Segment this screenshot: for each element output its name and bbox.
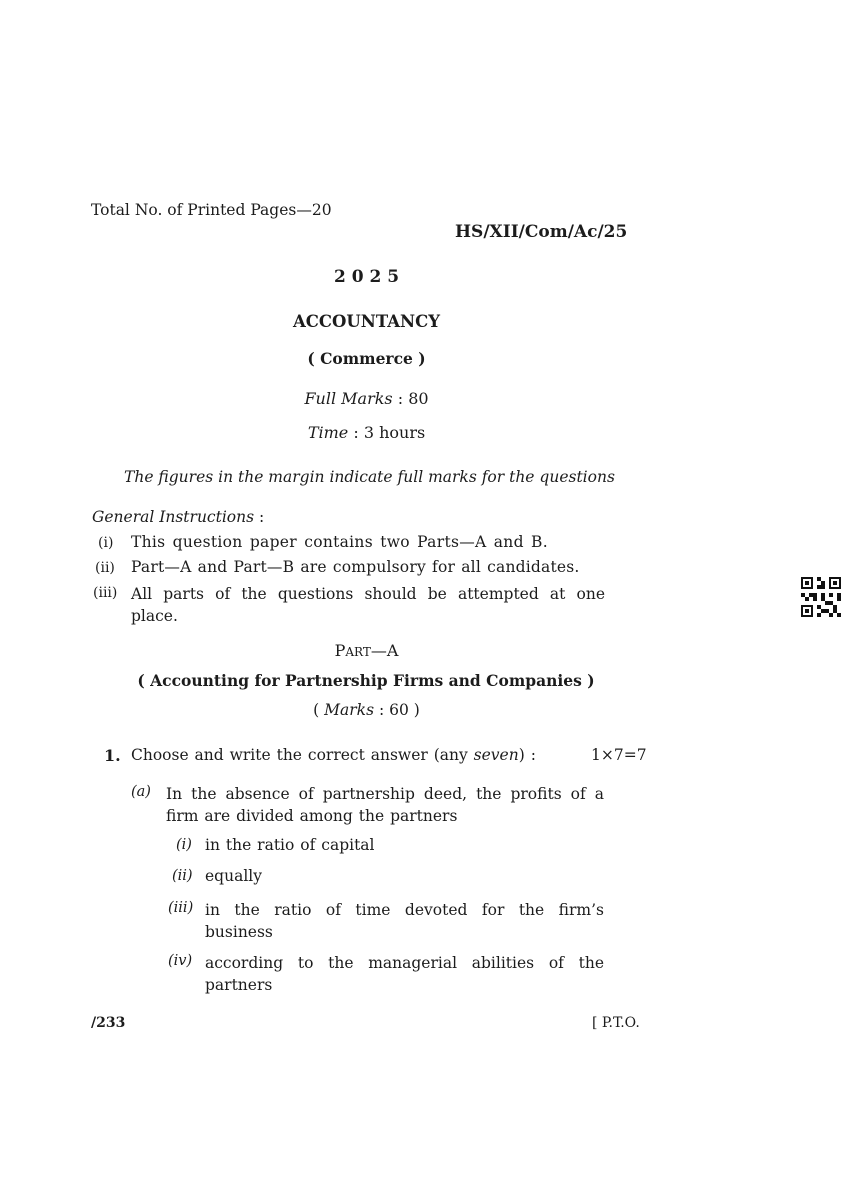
option-number: (iv) — [168, 953, 193, 969]
option-text: according to the managerial abilities of the partners — [205, 954, 604, 994]
general-instructions-heading — [92, 508, 264, 526]
margin-note: The figures in the margin indicate full marks for the questions — [124, 468, 615, 486]
full-marks-value: : 80 — [392, 389, 429, 408]
option-number: (iii) — [168, 900, 194, 916]
paper-serial-code: /233 — [91, 1015, 126, 1031]
part-a-first-letter: P — [334, 641, 346, 660]
marks-label: Marks — [324, 701, 375, 719]
question-number: 1. — [104, 746, 121, 765]
part-a-subtitle: ( Accounting for Partnership Firms and Companies ) — [137, 671, 595, 690]
part-a-suffix: —A — [370, 641, 399, 660]
question-marks: 1×7=7 — [591, 746, 647, 764]
instruction-number: (i) — [98, 535, 114, 551]
option-number: (i) — [176, 837, 192, 853]
qr-code-icon — [801, 577, 841, 617]
marks-open: ( — [313, 701, 325, 719]
stream-label: ( Commerce ) — [307, 349, 426, 368]
full-marks — [266, 389, 467, 408]
instruction-number: (iii) — [93, 585, 118, 601]
question-text — [131, 746, 536, 764]
time-label: Time — [307, 423, 349, 442]
part-a-small-caps: ART — [345, 645, 371, 659]
instruction-text: Part—A and Part—B are compulsory for all candidates. — [131, 558, 580, 576]
instruction-number: (ii) — [95, 560, 115, 576]
sub-question-label: (a) — [131, 784, 151, 800]
full-marks-label: Full Marks — [304, 389, 393, 408]
sub-question-text: In the absence of partnership deed, the profits of a firm are divided among the partners — [166, 785, 604, 825]
instruction-text: All parts of the questions should be attempted at one place. — [131, 585, 605, 625]
option-text: in the ratio of time devoted for the firm’s business — [205, 901, 604, 941]
option-text: in the ratio of capital — [205, 836, 375, 854]
please-turn-over: [ P.T.O. — [592, 1015, 640, 1031]
instructions-heading-colon: : — [254, 508, 265, 526]
option-number: (ii) — [172, 868, 193, 884]
question-text-italic: seven — [473, 746, 519, 764]
time-allowed — [266, 423, 467, 442]
part-a-heading — [266, 641, 467, 660]
instruction-text: This question paper contains two Parts—A and B. — [131, 533, 548, 551]
paper-code: HS/XII/Com/Ac/25 — [455, 222, 628, 242]
marks-value: : 60 ) — [374, 701, 420, 719]
time-value: : 3 hours — [348, 423, 426, 442]
part-a-marks — [266, 701, 467, 719]
instructions-heading-text: General Instructions — [92, 508, 255, 526]
question-text-after: ) : — [518, 746, 536, 764]
total-printed-pages: Total No. of Printed Pages—20 — [91, 201, 332, 219]
exam-year: 2 0 2 5 — [333, 267, 400, 287]
question-text-before: Choose and write the correct answer (any — [131, 746, 474, 764]
option-text: equally — [205, 867, 262, 885]
subject-title: ACCOUNTANCY — [292, 312, 441, 331]
